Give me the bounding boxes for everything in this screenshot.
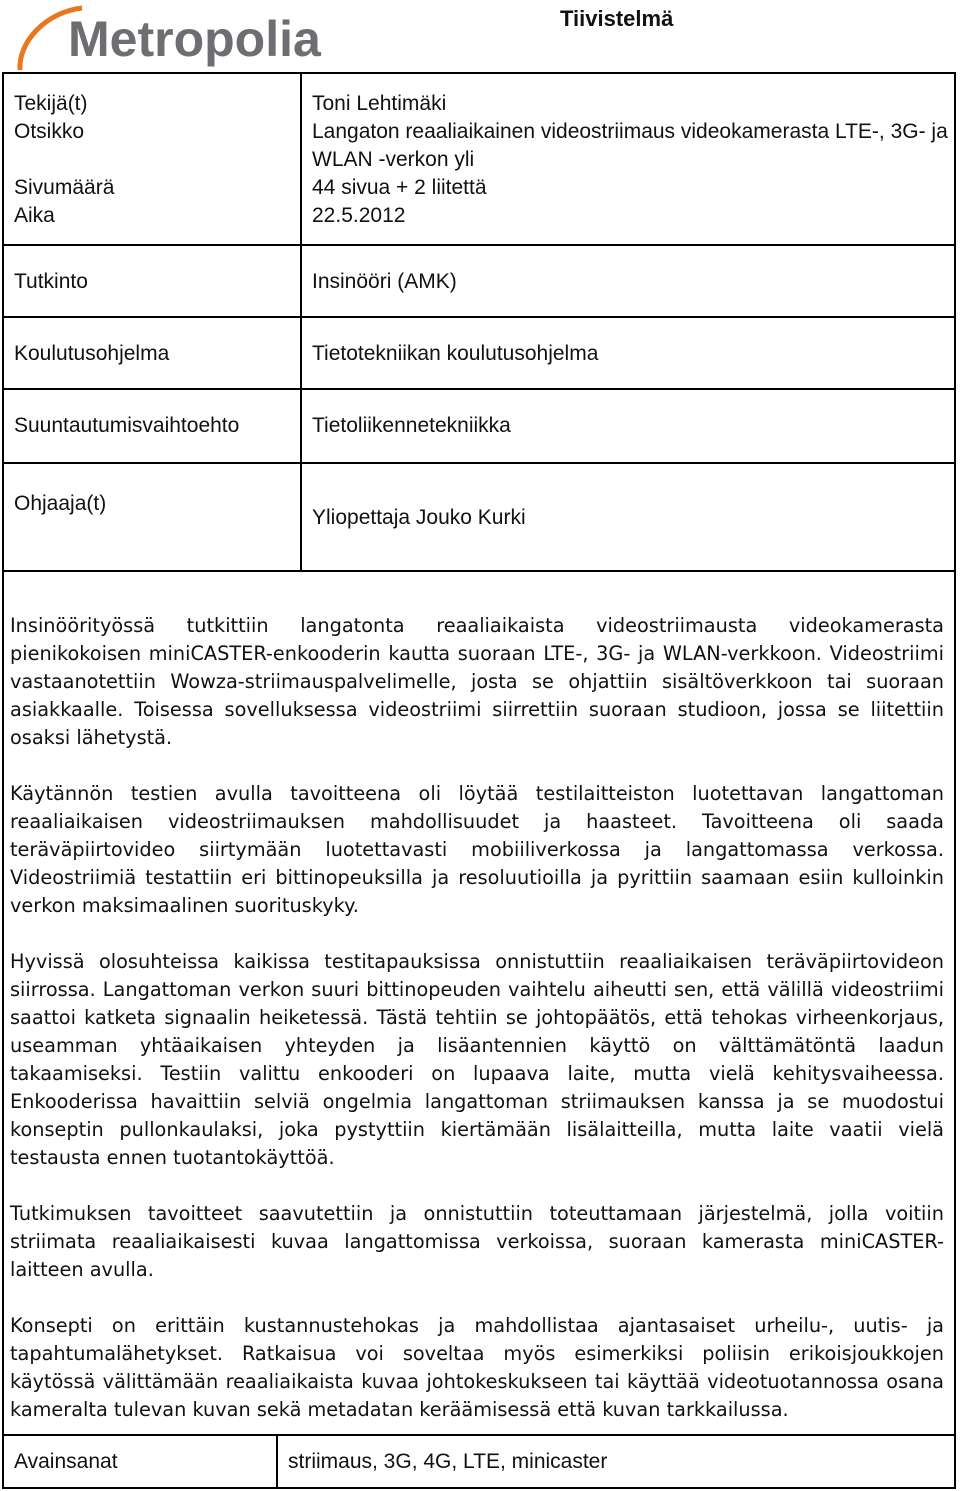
specialisation-label: Suuntautumisvaihtoehto (14, 414, 240, 437)
date-value: 22.5.2012 (312, 204, 406, 227)
metropolia-logo (6, 2, 326, 72)
abstract-text (10, 612, 944, 1424)
author-value: Toni Lehtimäki (312, 92, 447, 115)
programme-value: Tietotekniikan koulutusohjelma (312, 342, 599, 365)
pages-label: Sivumäärä (14, 176, 115, 199)
abstract-paragraph: Hyvissä olosuhteissa kaikissa testitapauksissa onnistuttiin reaaliaikaisen teräväpiirtovideon siirrossa. Langattoman verkon suuri bittinopeuden vaihtelu aiheutti sen, että välillä videostriimi saattoi katketa signaalin heiketessä. Tästä tehtiin se johtopäätös, että tehokas virheenkorjaus, useamman yhtäaikaisen yhteyden ja lisäantennien käyttö on välttämätöntä laadun takaamiseksi. Testiin valittu enkooderi on lupaava laite, mutta vielä kehitysvaiheessa. Enkooderissa havaittiin selviä ongelmia langattoman striimauksen kanssa ja se muodostui konseptin pullonkaulaksi, joka pystyttiin kiertämään lisälaitteilla, mutta laite vaatii vielä testausta ennen tuotantokäyttöä. (10, 950, 944, 1169)
logo-text: Metropolia (68, 11, 321, 67)
pages-value: 44 sivua + 2 liitettä (312, 176, 487, 199)
keywords-label: Avainsanat (14, 1450, 118, 1473)
document-type: Tiivistelmä (560, 6, 674, 31)
date-label: Aika (14, 204, 55, 227)
degree-label: Tutkinto (14, 270, 88, 293)
keywords-value: striimaus, 3G, 4G, LTE, minicaster (288, 1450, 608, 1473)
supervisor-value: Yliopettaja Jouko Kurki (312, 506, 526, 529)
title-label: Otsikko (14, 120, 85, 143)
keywords-table (2, 1434, 956, 1489)
abstract-paragraph: Insinöörityössä tutkittiin langatonta reaaliaikaista videostriimausta videokamerasta pienikokoisen miniCASTER-enkooderin kautta suoraan LTE-, 3G- ja WLAN-verkkoon. Videostriimi vastaanotettiin Wowza-striimauspalvelimelle, josta se ohjattiin sisältöverkkoon tai suoraan asiakkaalle. Toisessa sovelluksessa videostriimi siirrettiin suoraan studioon, jossa se liitettiin osaksi lähetystä. (10, 614, 944, 749)
abstract-paragraph: Tutkimuksen tavoitteet saavutettiin ja onnistuttiin toteuttamaan järjestelmä, jolla voitiin striimata reaaliaikaisesti kuvaa langattomissa verkoissa, suoraan kamerasta miniCASTER-laitteen avulla. (10, 1202, 944, 1281)
supervisor-label: Ohjaaja(t) (14, 492, 107, 515)
degree-value: Insinööri (AMK) (312, 270, 457, 293)
abstract-paragraph: Käytännön testien avulla tavoitteena oli löytää testilaitteiston luotettavan langattoman reaaliaikaisen videostriimauksen mahdollisuudet ja haasteet. Tavoitteena oli saada teräväpiirtovideo siirtymään luotettavasti mobiiliverkossa ja langattomassa verkossa. Videostriimiä testattiin eri bittinopeuksilla ja resoluutioilla ja pyrittiin saamaan esiin kulloinkin verkon maksimaalinen suorituskyky. (10, 782, 944, 917)
metadata-table (2, 72, 956, 572)
abstract-paragraph: Konsepti on erittäin kustannustehokas ja mahdollistaa ajantasaiset urheilu-, uutis- ja tapahtumalähetykset. Ratkaisua voi soveltaa myös esimerkiksi poliisin erikoisjoukkojen käytössä välittämään reaaliaikaista kuvaa johtokeskukseen tai käyttää videotuotannossa osana kameralta tulevan kuvan sekä metadatan keräämisessä että kuvan tarkkailussa. (10, 1314, 944, 1421)
specialisation-value: Tietoliikennetekniikka (312, 414, 511, 437)
programme-label: Koulutusohjelma (14, 342, 170, 365)
title-value: Langaton reaaliaikainen videostriimaus videokamerasta LTE-, 3G- ja WLAN -verkon yli (312, 120, 948, 171)
author-label: Tekijä(t) (14, 92, 88, 115)
